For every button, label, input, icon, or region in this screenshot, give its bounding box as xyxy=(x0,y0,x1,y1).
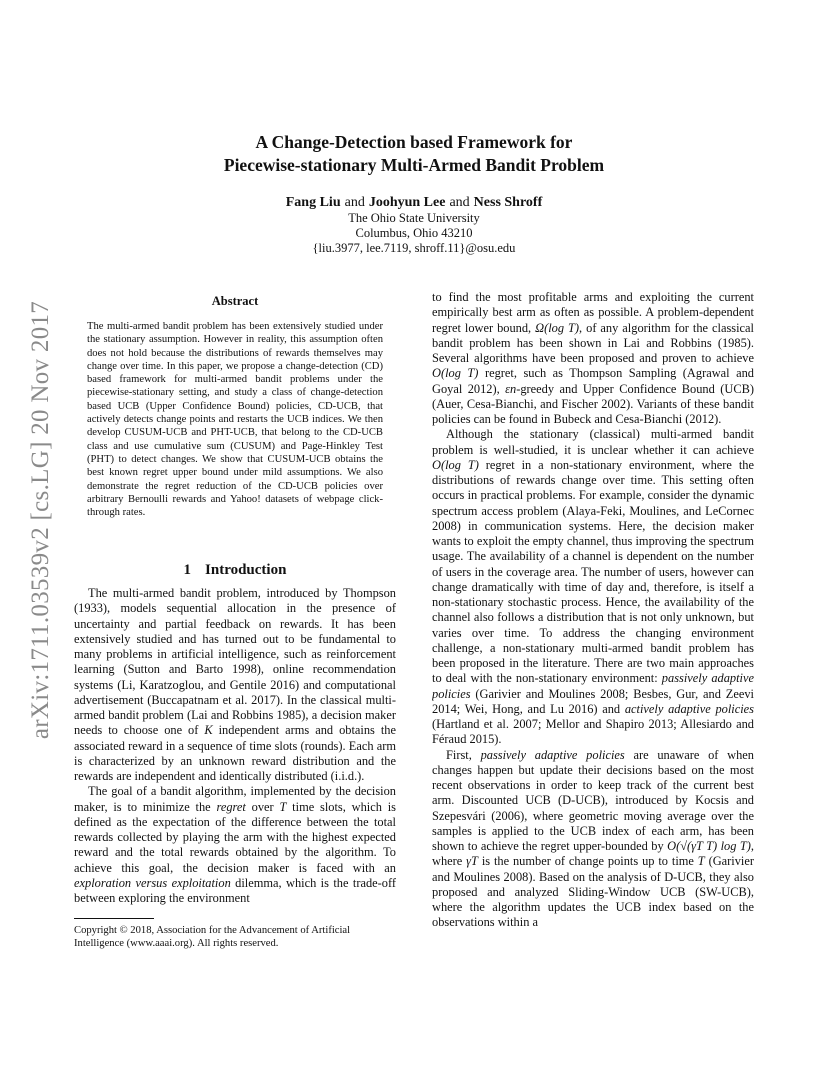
author-2: Joohyun Lee xyxy=(368,195,446,210)
institution: The Ohio State University xyxy=(348,211,480,225)
term-passively-adaptive: passively adaptive policies xyxy=(480,747,625,762)
right-paragraph-1: to find the most profitable arms and exploiting the current empirically best arm as often as possible. A problem-dependent regret lower bound, Ω(log T), of any algorithm for the classical bandit problem has been shown in Lai and Robbins (1985). Several algorithms have been proposed and proven to achieve O(log T) regret, such as Thompson Sampling (Agrawal and Goyal 2012), εn-greedy and Upper Confidence Bound (UCB) (Auer, Cesa-Bianchi, and Fischer 2002). Variants of these bandit policies can be found in Bubeck and Cesa-Bianchi (2012). xyxy=(432,290,754,426)
term-actively-adaptive: actively adaptive policies xyxy=(624,701,754,716)
arxiv-identifier-stamp xyxy=(18,280,64,760)
location: Columbus, Ohio 43210 xyxy=(355,226,473,240)
math-o-log-t: O(log T) xyxy=(432,366,479,381)
term-passively-adaptive: passively adaptive policies xyxy=(432,671,754,701)
author-separator: and xyxy=(449,195,470,210)
author-3: Ness Shroff xyxy=(473,195,543,210)
math-regret-bound: O(√(γT T) log T) xyxy=(667,839,751,853)
title-line-1: A Change-Detection based Framework for xyxy=(255,132,573,152)
intro-paragraph-1: The multi-armed bandit problem, introduced by Thompson (1933), models sequential allocation in the presence of uncertainty and partial feedback on rewards. It has been extensively studied and has turned out to be fundamental to many problems in artificial intelligence, such as reinforcement learning (Sutton and Barto 1998), online recommendation systems (Li, Karatzoglou, and Gentile 2016) and computational advertisement (Buccapatnam et al. 2017). In the classical multi-armed bandit problem (Lai and Robbins 1985), a decision maker needs to choose one of K independent arms and obtains the associated reward in a sequence of time slots (rounds). Each arm is characterized by an unknown reward distribution and the rewards are independent and identically distributed (i.i.d.). xyxy=(74,586,396,783)
author-1: Fang Liu xyxy=(285,195,341,210)
right-paragraph-2: Although the stationary (classical) multi-armed bandit problem is well-studied, it is unclear whether it can achieve O(log T) regret in a non-stationary environment, where the distributions of rewards change over time. This setting often occurs in practical problems. For example, consider the dynamic spectrum access problem (Alaya-Feki, Moulines, and LeCornec 2008) in communication systems. Here, the decision maker wants to exploit the empty channel, thus improving the spectrum usage. The availability of a channel is dependent on the number of users in the coverage area. The number of users, however can change dramatically with time of day and, therefore, is itself a non-stationary stochastic process. Hence, the availability of the channel also follows a distribution that is not only unknown, but varies over time. To address the changing environment challenge, a non-stationary multi-armed bandit problem has been proposed in the literature. There are two main approaches to deal with the non-stationary environment: passively adaptive policies (Garivier and Moulines 2008; Besbes, Gur, and Zeevi 2014; Wei, Hong, and Lu 2016) and actively adaptive policies (Hartland et al. 2007; Mellor and Shapiro 2013; Allesiardo and Féraud 2015). xyxy=(432,427,754,747)
intro-paragraph-2: The goal of a bandit algorithm, implemented by the decision maker, is to minimize the regret over T time slots, which is defined as the expectation of the difference between the total rewards collected by playing the arm with the highest expected reward and the total rewards obtained by the algorithm. To achieve this goal, the decision maker is faced with an exploration versus exploitation dilemma, which is the trade-off between exploring the environment xyxy=(74,784,396,905)
affiliation-block xyxy=(100,211,728,256)
math-var-k: K xyxy=(204,723,213,738)
math-var-t: T xyxy=(279,799,287,814)
arxiv-identifier-text: arXiv:1711.03539v2 [cs.LG] 20 Nov 2017 xyxy=(27,300,54,740)
right-column-body xyxy=(432,290,754,966)
math-epsilon-n: εn xyxy=(505,381,517,396)
title-line-2: Piecewise-stationary Multi-Armed Bandit Problem xyxy=(223,155,605,175)
term-regret: regret xyxy=(216,799,246,814)
section-title: Introduction xyxy=(205,562,287,578)
author-separator: and xyxy=(344,195,365,210)
math-o-log-t: O(log T) xyxy=(432,457,479,472)
section-heading-introduction xyxy=(74,562,396,579)
math-gamma-t: γT xyxy=(466,854,478,869)
author-emails: {liu.3977, lee.7119, shroff.11}@osu.edu xyxy=(312,241,516,255)
section-number: 1 xyxy=(183,562,192,578)
abstract-text: The multi-armed bandit problem has been extensively studied under the stationary assumption. However in reality, this assumption often does not hold because the distributions of rewards themselves may change over time. In this paper, we propose a change-detection (CD) based framework for multi-armed bandit problems under the piecewise-stationary setting, and study a class of change-detection based UCB (Upper Confidence Bound) policies, CD-UCB, that actively detects change points and restarts the UCB indices. We then develop CUSUM-UCB and PHT-UCB, that belong to the CD-UCB class and use cumulative sum (CUSUM) and Page-Hinkley Test (PHT) to detect changes. We show that CUSUM-UCB obtains the best known regret upper bound under mild assumptions. We also demonstrate the regret reduction of the CD-UCB policies over arbitrary Bernoulli rewards and Yahoo! datasets of webpage click-through rates. xyxy=(87,321,383,519)
paper-title xyxy=(100,131,728,177)
term-exploration-exploitation: exploration versus exploitation xyxy=(74,875,231,890)
right-paragraph-3: First, passively adaptive policies are unaware of when changes happen but update their decisions based on the most recent observations in order to keep track of the current best arm. Discounted UCB (D-UCB), introduced by Kocsis and Szepesvári (2006), where geometric moving average over the samples is applied to the UCB index of each arm, has been shown to achieve the regret upper-bounded by O(√(γT T) log T), where γT is the number of change points up to time T (Garivier and Moulines 2008). Based on the analysis of D-UCB, they also proposed and analyzed Sliding-Window UCB (SW-UCB), where the algorithm updates the UCB index based on the observations within a xyxy=(432,747,754,930)
footnote-rule xyxy=(74,918,154,919)
math-omega-log-t: Ω(log T) xyxy=(535,320,580,335)
author-list xyxy=(100,195,728,211)
math-var-t: T xyxy=(697,854,705,869)
abstract-heading: Abstract xyxy=(211,294,259,308)
left-column-body xyxy=(74,586,396,910)
copyright-footnote: Copyright © 2018, Association for the Advancement of Artificial Intelligence (www.aaai.org). All rights reserved. xyxy=(74,925,351,949)
